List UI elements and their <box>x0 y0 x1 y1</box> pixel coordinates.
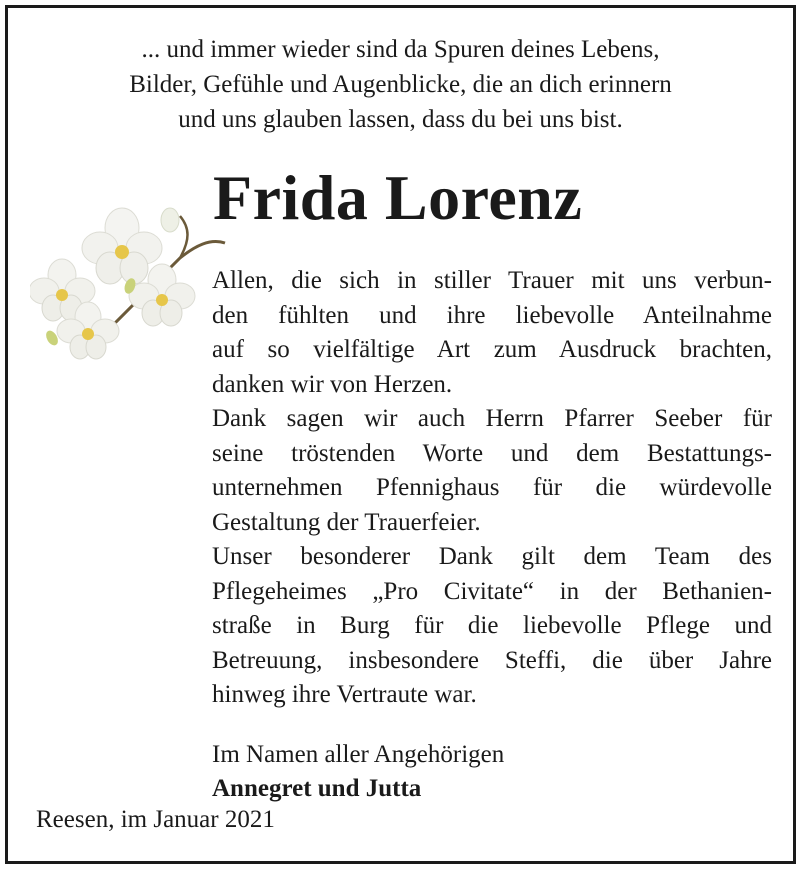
text-line: seine tröstenden Worte und dem Bestattungs- <box>212 439 772 467</box>
signers: Annegret und Jutta <box>212 775 422 802</box>
memorial-poem <box>8 32 793 137</box>
text-line: unternehmen Pfennighaus für die würdevolle <box>212 474 772 501</box>
text-line: den fühlten und ihre liebevolle Anteilnahme <box>212 301 772 329</box>
thank-you-text <box>212 264 772 807</box>
place-date: Reesen, im Januar 2021 <box>36 806 275 833</box>
poem-line: ... und immer wieder sind da Spuren deines Lebens, <box>141 36 660 63</box>
poem-line: Bilder, Gefühle und Augenblicke, die an dich erinnern <box>129 71 672 98</box>
closing-line: Im Namen aller Angehörigen <box>212 740 505 768</box>
spacer <box>212 713 772 738</box>
text-line: auf so vielfältige Art zum Ausdruck brachten, <box>212 336 772 363</box>
text-line: Allen, die sich in stiller Trauer mit uns verbun- <box>212 267 772 294</box>
text-line: hinweg ihre Vertraute war. <box>212 681 477 708</box>
text-line: Dank sagen wir auch Herrn Pfarrer Seeber für <box>212 405 772 432</box>
text-line: danken wir von Herzen. <box>212 370 453 398</box>
text-line: Gestaltung der Trauerfeier. <box>212 508 481 536</box>
text-line: straße in Burg für die liebevolle Pflege und <box>212 612 772 639</box>
obituary-card <box>5 5 796 864</box>
orchid-flower-icon <box>30 198 240 373</box>
deceased-name: Frida Lorenz <box>213 162 583 233</box>
text-line: Betreuung, insbesondere Steffi, die über Jahre <box>212 646 772 674</box>
text-line: Pflegeheimes „Pro Civitate“ in der Bethanien- <box>212 577 772 605</box>
poem-line: und uns glauben lassen, dass du bei uns bist. <box>178 106 623 133</box>
text-line: Unser besonderer Dank gilt dem Team des <box>212 543 772 570</box>
